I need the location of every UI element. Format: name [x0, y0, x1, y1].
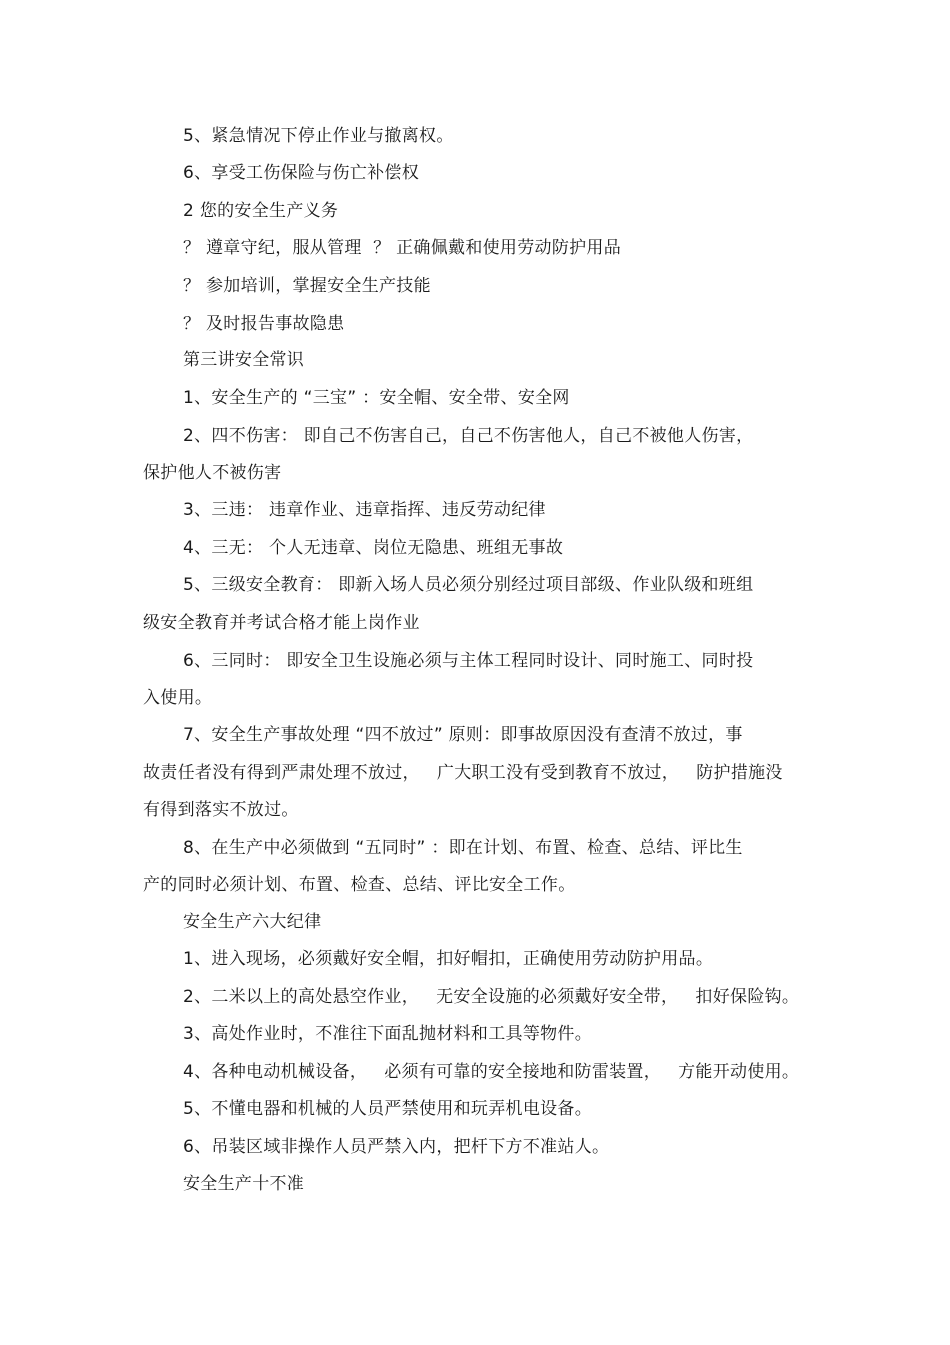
text-line: 2、四不伤害： 即自己不伤害自己，自己不伤害他人，自己不被他人伤害， — [183, 426, 754, 446]
text-line-continuation: 入使用。 — [143, 688, 213, 708]
text-line: 4、三无： 个人无违章、岗位无隐患、班组无事故 — [183, 538, 564, 558]
text-line: 8、在生产中必须做到 “五同时” ：即在计划、布置、检查、总结、评比生 — [183, 838, 743, 858]
text-line: 4、各种电动机械设备， 必须有可靠的安全接地和防雷装置， 方能开动使用。 — [183, 1062, 800, 1082]
section-heading: 第三讲安全常识 — [183, 350, 305, 370]
text-line: ？ 遵章守纪，服从管理 ？ 正确佩戴和使用劳动防护用品 — [183, 238, 622, 258]
text-line-continuation: 级安全教育并考试合格才能上岗作业 — [143, 613, 420, 633]
text-line: 3、三违： 违章作业、违章指挥、违反劳动纪律 — [183, 500, 546, 520]
text-line: 7、安全生产事故处理 “四不放过” 原则：即事故原因没有查清不放过，事 — [183, 725, 743, 745]
section-heading: 2 您的安全生产义务 — [183, 201, 339, 221]
text-line: 2、二米以上的高处悬空作业， 无安全设施的必须戴好安全带， 扣好保险钩。 — [183, 987, 800, 1007]
text-line-continuation: 产的同时必须计划、布置、检查、总结、评比安全工作。 — [143, 875, 576, 895]
text-line-continuation: 有得到落实不放过。 — [143, 800, 299, 820]
section-heading: 安全生产六大纪律 — [183, 912, 322, 932]
text-line: 1、安全生产的 “三宝” ：安全帽、安全带、安全网 — [183, 388, 570, 408]
text-line: 5、紧急情况下停止作业与撤离权。 — [183, 126, 454, 146]
section-heading: 安全生产十不准 — [183, 1174, 305, 1194]
text-line: 5、不懂电器和机械的人员严禁使用和玩弄机电设备。 — [183, 1099, 593, 1119]
text-line: ？ 参加培训，掌握安全生产技能 — [183, 276, 431, 296]
text-line-continuation: 故责任者没有得到严肃处理不放过， 广大职工没有受到教育不放过， 防护措施没 — [143, 763, 783, 783]
text-line: 6、三同时： 即安全卫生设施必须与主体工程同时设计、同时施工、同时投 — [183, 651, 754, 671]
text-line: 6、吊装区域非操作人员严禁入内，把杆下方不准站人。 — [183, 1137, 610, 1157]
text-line: 3、高处作业时，不准往下面乱抛材料和工具等物件。 — [183, 1024, 593, 1044]
text-line: ？ 及时报告事故隐患 — [183, 314, 345, 334]
text-line: 5、三级安全教育： 即新入场人员必须分别经过项目部级、作业队级和班组 — [183, 575, 754, 595]
text-line: 1、进入现场，必须戴好安全帽，扣好帽扣，正确使用劳动防护用品。 — [183, 949, 714, 969]
text-line: 6、享受工伤保险与伤亡补偿权 — [183, 163, 420, 183]
text-line-continuation: 保护他人不被伤害 — [143, 463, 282, 483]
